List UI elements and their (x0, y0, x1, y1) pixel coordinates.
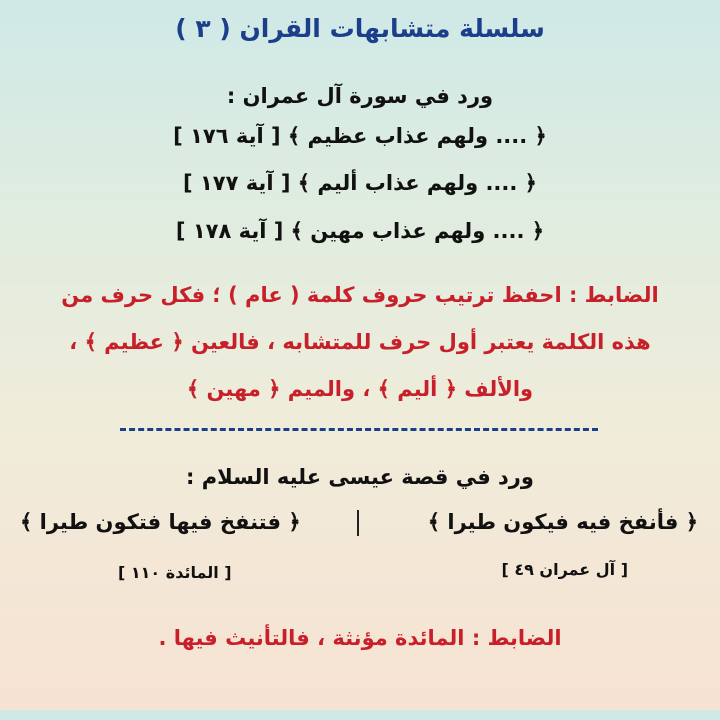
rule-line-3: والألف ﴿ أليم ﴾ ، والميم ﴿ مهين ﴾ (186, 377, 534, 401)
verse-3: ﴿ .... ولهم عذاب مهين ﴾ [ آية ١٧٨ ] (175, 219, 545, 243)
vertical-separator (357, 510, 359, 536)
verse-2: ﴿ .... ولهم عذاب أليم ﴾ [ آية ١٧٧ ] (183, 171, 537, 195)
rule-2: الضابط : المائدة مؤنثة ، فالتأنيث فيها . (158, 626, 562, 650)
right-reference: [ آل عمران ٤٩ ] (501, 560, 628, 579)
left-verse: ﴿ فتنفخ فيها فتكون طيرا ﴾ (20, 510, 301, 534)
left-reference: [ المائدة ١١٠ ] (118, 563, 232, 582)
verse-1: ﴿ .... ولهم عذاب عظيم ﴾ [ آية ١٧٦ ] (173, 124, 547, 148)
section1-heading: ورد في سورة آل عمران : (226, 84, 494, 108)
section2-heading: ورد في قصة عيسى عليه السلام : (186, 465, 534, 489)
page-title: سلسلة متشابهات القران ( ٣ ) (175, 14, 545, 43)
section-divider (120, 428, 598, 431)
rule-line-1: الضابط : احفظ ترتيب حروف كلمة ( عام ) ؛ فكل حرف من (61, 283, 659, 307)
rule-line-2: هذه الكلمة يعتبر أول حرف للمتشابه ، فالعين ﴿ عظيم ﴾ ، (69, 330, 651, 354)
right-verse: ﴿ فأنفخ فيه فيكون طيرا ﴾ (427, 510, 698, 534)
